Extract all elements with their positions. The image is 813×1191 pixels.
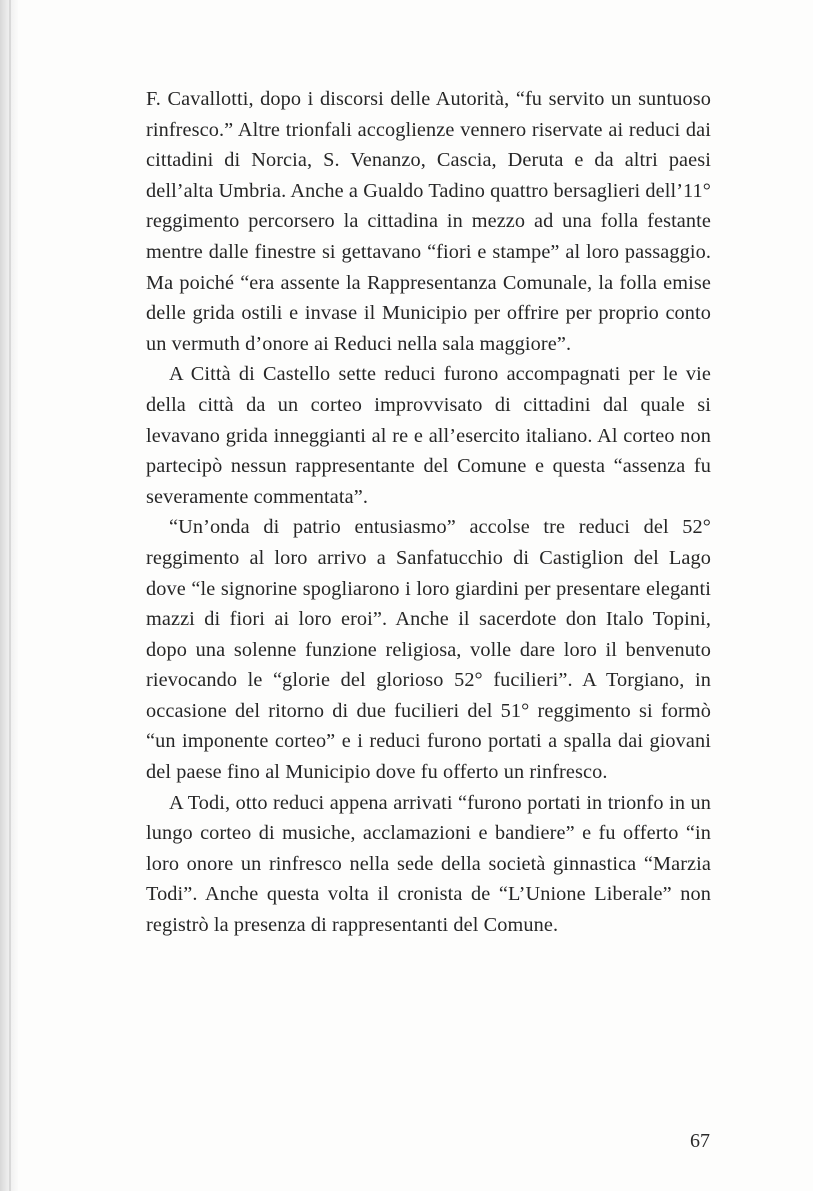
- paragraph-2: A Città di Castello sette reduci furono accompagnati per le vie della città da un corteo improvvisato di cittadini dal quale si levavano grida inneggianti al re e all’esercito italiano. Al corteo non partecipò nessun rappresentante del Comune e questa “assenza fu severamente commentata”.: [146, 363, 711, 508]
- paragraph-3: “Un’onda di patrio entusiasmo” accolse tre reduci del 52° reggimento al loro arrivo a Sanfatucchio di Castiglion del Lago dove “le signorine spogliarono i loro giardini per presentare eleganti mazzi di fiori ai loro eroi”. Anche il sacerdote don Italo Topini, dopo una solenne funzione religiosa, volle dare loro il benvenuto rievocando le “glorie del glorioso 52° fucilieri”. A Torgiano, in occasione del ritorno di due fucilieri del 51° reggimento si formò “un imponente corteo” e i reduci furono portati a spalla dai giovani del paese fino al Municipio dove fu offerto un rinfresco.: [146, 516, 711, 784]
- body-text: [146, 84, 711, 941]
- binding-line: [9, 0, 11, 1191]
- page-number: 67: [690, 1130, 710, 1152]
- paragraph-4: A Todi, otto reduci appena arrivati “furono portati in trionfo in un lungo corteo di musiche, acclamazioni e bandiere” e fu offerto “in loro onore un rinfresco nella sede della società ginnastica “Marzia Todi”. Anche questa volta il cronista de “L’Unione Liberale” non registrò la presenza di rappresentanti del Comune.: [146, 791, 711, 937]
- paragraph-1: F. Cavallotti, dopo i discorsi delle Autorità, “fu servito un suntuoso rinfresco.” Altre trionfali accoglienze vennero riservate ai reduci dai cittadini di Norcia, S. Venanzo, Cascia, Deruta e da altri paesi dell’alta Umbria. Anche a Gualdo Tadino quattro bersaglieri dell’11° reggimento percorsero la cittadina in mezzo ad una folla festante mentre dalle finestre si gettavano “fiori e stampe” al loro passaggio. Ma poiché “era assente la Rappresentanza Comunale, la folla emise delle grida ostili e invase il Municipio per offrire per proprio conto un vermuth d’onore ai Reduci nella sala maggiore”.: [146, 88, 711, 355]
